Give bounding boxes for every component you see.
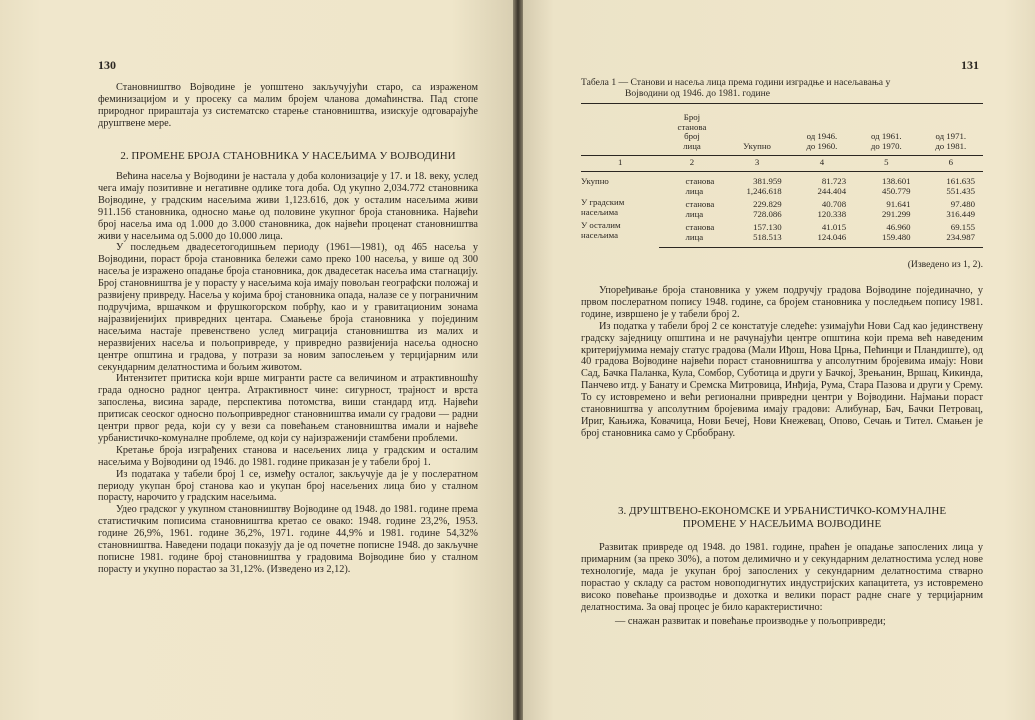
table-cell: 551.435 [946,185,975,196]
table-cell: 41.015 [821,222,847,233]
table-row [581,171,983,186]
row-label: У градским насељима [581,197,625,217]
table-cell: 40.708 [821,199,847,210]
table-cell: 161.635 [946,175,975,186]
book-gutter [513,0,523,720]
table-source: (Изведено из 1, 2). [907,259,983,270]
table-cell: 120.338 [817,208,847,219]
table-cell: 381.959 [753,175,782,186]
table-caption-line: Табела 1 — Станови и насеља лица према години изградње и насељавања у [581,77,891,88]
intro-text [98,82,478,130]
table-row [581,219,983,233]
column-number: 2 [659,156,724,172]
table-cell: 69.155 [950,222,975,233]
table-cell: 450.779 [881,185,911,196]
paragraph: Упоређивање броја становника у ужем подручју градова Војводине појединачно, у првом послератном попису 1948. године, са бројем становника у последњем попису 1981. године, извршено је у табели број 2. [581,285,983,320]
row-type: станова [685,175,715,186]
column-header: од 1971. до 1981. [919,104,983,156]
section-heading: 2. ПРОМЕНЕ БРОЈА СТАНОВНИКА У НАСЕЉИМА У ВОЈВОДИНИ [120,150,456,162]
table-cell: 316.449 [946,208,975,219]
bullet-item: — снажан развитак и повећање производње у пољопривреди; [615,616,886,628]
paragraph: Из података у табели број 1 се, између осталог, закључује да је у послератном периоду укупан број станова као и укупан број насељених лица био у сталном порасту, нарочито у градским насељима. [98,468,478,504]
paragraph: Становништво Војводине је уопштено закључујући старо, са израженом феминизацијом и у просеку са малим бројем чланова домаћинства. Пад стопе природног прираштаја уз систематско старење становништва, изискује одговарајуће друштвене мере. [98,82,478,129]
column-header: од 1946. до 1960. [790,104,854,156]
section-heading-line: 3. ДРУШТВЕНО-ЕКОНОМСКЕ И УРБАНИСТИЧКО-КОМУНАЛНЕ [617,505,947,517]
paragraph: Развитак привреде од 1948. до 1981. године, праћен је опадање запослених лица у примарним (за преко 30%), а потом делимично и у секундарним делатностима услед нове технологије, мада је укупан број запослених у секундарним делатностима стварно порастао у складу са растом новоподигнутих индустријских капацитета, уз истовремено високо повећање производње и дохотка и велики пораст радне снаге у терцијарним делатностима. За овај процес је било карактеристично: [581,542,983,613]
row-type: лица [685,208,704,219]
table-cell: 97.480 [950,199,975,210]
table-cell: 159.480 [854,233,918,247]
row-type: станова [685,199,715,210]
table-cell: 138.601 [881,175,911,186]
table-cell: 1,246.618 [746,185,782,196]
paragraph: Удео градског у укупном становништву Војводине од 1948. до 1981. године према статистичким пописима становништва кретао се овако: 1948. године 23,2%, 1953. године 26,9%, 1961. године 36,2%, 1971. године 44,9% и 1981. године 54,32% становништва. Наведени подаци показују да је од почетне пописне 1948. до закључне пописне 1981. године број становништва у градовима Војводине био у сталном порасту и укупно порастао за 31,12%. (Изведено из 2,12). [98,504,478,575]
column-header-empty [581,104,659,156]
paragraph: Већина насеља у Војводини је настала у доба колонизације у 17. и 18. веку, услед чега имају позитивне и негативне одлике тога доба. Од укупно 2,034.772 становника Војводине, у градским насељима живи 1,123.616, док у осталим насељима живи 911.156 становника, односно мање од половине укупног броја становника. Највећи број насеља има од 1.000 до 3.000 становника, док највећи проценат становништва живи у насељима од 5.000 до 10.000 лица. [98,171,478,242]
table-cell: 46.960 [886,222,911,233]
table-cell: 234.987 [919,233,983,247]
body-text [98,171,478,576]
table-cell: 518.513 [724,233,789,247]
table-row [581,187,983,197]
table-row [581,196,983,210]
row-label: Укупно [581,175,609,186]
column-header: од 1961. до 1970. [854,104,918,156]
paragraph: У последњем двадесетогодишњем периоду (1961—1981), од 465 насеља у Војводини, пораст броја становника бележи само преко 100 насеља, у више од 300 насеља је изражено опадање броја становника, док двадесетак насеља има стагнацију. Број становништва је у порасту у насељима која имају повољан географски положај и развијену привреду. Насеља у којима број становника опада, налазе се у пограничним подручјима, вршачком и фрушкогорском побрђу, као и у гравитационим зонама најразвијенијих привредних центара. Смањење броја становника у појединим насељима настаје превенствено услед миграција становништва из малих и неразвијених насеља и пољопривреде, у привредно развијенија насеља односно центре општина и градова, у потрази за новим запослењем у терцијарним или секундарним делатностима и бољим животом. [98,242,478,373]
paragraph: Кретање броја изграђених станова и насељених лица у градским и осталим насељима у Војводини од 1946. до 1981. године приказан је у табели број 1. [98,444,478,468]
column-number: 5 [854,156,918,172]
column-number: 3 [724,156,789,172]
table-cell: 81.723 [821,175,847,186]
page-number: 130 [98,58,116,72]
table-cell: 157.130 [753,222,782,233]
body-text [581,542,983,628]
table-cell: 728.086 [753,208,782,219]
section-heading-line: ПРОМЕНЕ У НАСЕЉИМА ВОЈВОДИНЕ [682,518,882,530]
table-cell: 91.641 [886,199,911,210]
table-caption [581,78,983,99]
column-header-type: Број станова број лица [659,104,724,156]
table-cell: 124.046 [790,233,854,247]
paragraph: Интензитет притиска који врше мигранти расте са величином и атрактивношћу града односно радног центра. Атрактивност чине: сигурност, трајност и врста запослења, висина зараде, перспектива потомства, виши стандард итд. Највећи притисак сеоског односно пољопривредног становништва имали су градови — радни центри првог реда, који су у вези са повећањем становништва имали и највеће урбанистичко-комуналне проблеме, од који су најизраженији стамбени проблеми. [98,373,478,444]
row-label: У осталим насељима [581,220,621,240]
table-caption-line: Војводини од 1946. до 1981. године [625,87,770,99]
table-cell: 244.404 [817,185,847,196]
paragraph: Из податка у табели број 2 се констатује следеће: узимајући Нови Сад као јединствену градску заједницу општина и не рачунајући центре општина који према већ наведеним критеријумима немају статус градова (Мали Иђош, Нова Црња, Пећинци и Пландиште), од 40 градова Војводине највећи пораст становништва у апсолутним бројевима имају: Нови Сад, Бачка Паланка, Кула, Сомбор, Суботица и други у Бачкој, Зрењанин, Вршац, Кикинда, Панчево итд. у Банату и Сремска Митровица, Инђија, Рума, Стара Пазова и други у Срему. То су истовремено и већи регионални привредни центри у Војводини. Најмањи пораст становништва у апсолутним бројевима имају градови: Алибунар, Бач, Бачки Петровац, Ириг, Кањижа, Ковачица, Нови Бечеј, Нови Кнежевац, Опово, Сечањ и Тител. Смањен је број становника само у Србобрану. [581,320,983,439]
row-type: станова [685,222,715,233]
body-text [581,285,983,440]
column-number: 6 [919,156,983,172]
row-type: лица [685,185,704,196]
table-cell: 291.299 [881,208,911,219]
row-type: лица [659,233,724,247]
table-cell: 229.829 [753,199,782,210]
column-number: 4 [790,156,854,172]
column-header: Укупно [724,104,789,156]
section-heading [581,505,983,531]
right-page [523,0,1035,720]
left-page [0,0,513,720]
data-table [581,103,983,248]
page-number: 131 [961,58,979,72]
column-number: 1 [581,156,659,172]
